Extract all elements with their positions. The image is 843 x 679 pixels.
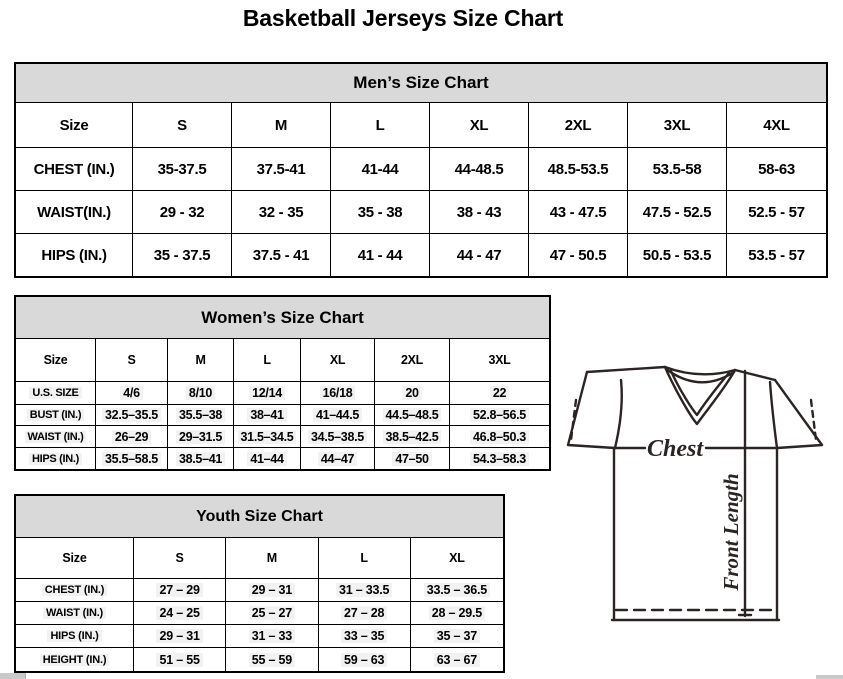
women-row-label	[16, 382, 96, 405]
youth-row-label	[16, 648, 134, 671]
youth-table-grid	[16, 538, 503, 671]
cell-text: Size	[62, 551, 87, 565]
cell-text: 35-37.5	[157, 160, 207, 178]
men-value-cell	[727, 234, 826, 276]
women-value-cell	[450, 426, 549, 448]
men-value-cell	[430, 148, 529, 191]
cell-text: HIPS (IN.)	[47, 630, 101, 642]
cell-text: S	[175, 551, 184, 565]
youth-value-cell	[411, 579, 503, 602]
women-value-cell	[234, 448, 301, 469]
youth-value-cell	[226, 648, 318, 671]
women-value-cell	[375, 405, 450, 426]
cell-text: 29–31.5	[176, 430, 225, 444]
womens-size-chart-table	[14, 295, 551, 471]
jersey-sleeve-right-seam	[770, 382, 777, 448]
cell-text: 4XL	[763, 116, 790, 134]
cell-text: L	[360, 551, 368, 565]
youth-table-title: Youth Size Chart	[16, 496, 503, 538]
cell-text: BUST (IN.)	[27, 409, 84, 421]
men-column-header	[16, 103, 133, 148]
cell-text: XL	[449, 551, 465, 565]
cell-text: L	[375, 116, 385, 134]
men-value-cell	[529, 234, 628, 276]
women-row-label	[16, 448, 96, 469]
cell-text: 44–47	[318, 452, 357, 466]
youth-value-cell	[319, 602, 411, 625]
cell-text: 54.3–58.3	[470, 452, 529, 466]
women-value-cell	[168, 382, 234, 405]
cell-text: 47.5 - 52.5	[642, 203, 712, 221]
cell-text: 31 – 33.5	[336, 583, 392, 597]
cell-text: 25 – 27	[249, 606, 295, 620]
youth-column-header	[319, 538, 411, 579]
cell-text: S	[127, 353, 136, 367]
cell-text: 35.5–58.5	[102, 452, 161, 466]
men-row-label	[16, 191, 133, 234]
cell-text: 44 - 47	[456, 246, 502, 264]
jersey-sleeve-left-seam	[615, 380, 622, 448]
cell-text: 37.5-41	[256, 160, 306, 178]
youth-size-chart-table	[14, 494, 505, 673]
youth-value-cell	[319, 579, 411, 602]
jersey-shoulder-right	[735, 370, 775, 380]
women-value-cell	[375, 448, 450, 469]
cell-text: 4/6	[120, 386, 142, 400]
men-value-cell	[628, 148, 727, 191]
cell-text: 38 - 43	[456, 203, 502, 221]
cell-text: 43 - 47.5	[549, 203, 607, 221]
men-value-cell	[232, 234, 331, 276]
jersey-collar-arc-1	[665, 367, 735, 374]
cell-text: S	[177, 116, 187, 134]
men-value-cell	[331, 191, 430, 234]
cell-text: 2XL	[400, 353, 424, 367]
cell-text: 52.5 - 57	[748, 203, 805, 221]
cell-text: 29 – 31	[156, 629, 202, 643]
cell-text: M	[266, 551, 277, 565]
cell-text: 38.5–41	[176, 452, 225, 466]
cell-text: Size	[59, 116, 89, 134]
youth-column-header	[134, 538, 226, 579]
cell-text: Size	[43, 353, 68, 367]
cell-text: 27 – 29	[156, 583, 202, 597]
men-value-cell	[331, 234, 430, 276]
jersey-outline-illustration	[556, 360, 843, 672]
men-value-cell	[628, 191, 727, 234]
women-value-cell	[450, 448, 549, 469]
women-value-cell	[96, 426, 168, 448]
women-value-cell	[168, 448, 234, 469]
scrollbar-fragment-left[interactable]	[0, 673, 26, 679]
youth-column-header	[226, 538, 318, 579]
women-value-cell	[96, 448, 168, 469]
men-value-cell	[430, 191, 529, 234]
women-column-header	[234, 339, 301, 382]
cell-text: 3XL	[488, 353, 511, 367]
cell-text: L	[263, 353, 271, 367]
men-value-cell	[628, 234, 727, 276]
women-value-cell	[168, 426, 234, 448]
jersey-diagram	[556, 360, 843, 672]
youth-row-label	[16, 579, 134, 602]
men-value-cell	[232, 191, 331, 234]
front-length-label: Front Length	[719, 473, 743, 591]
cell-text: 48.5-53.5	[547, 160, 609, 178]
men-column-header	[727, 103, 826, 148]
cell-text: 38–41	[247, 408, 286, 422]
youth-value-cell	[134, 648, 226, 671]
cell-text: 44.5–48.5	[383, 408, 442, 422]
cell-text: 41-44	[361, 160, 399, 178]
cell-text: 29 – 31	[249, 583, 295, 597]
women-column-header	[450, 339, 549, 382]
cell-text: HEIGHT (IN.)	[40, 654, 110, 666]
youth-value-cell	[411, 602, 503, 625]
women-value-cell	[301, 382, 375, 405]
women-column-header	[16, 339, 96, 382]
men-value-cell	[727, 191, 826, 234]
women-value-cell	[96, 405, 168, 426]
cell-text: M	[274, 116, 288, 134]
cell-text: 20	[402, 386, 421, 400]
cell-text: 27 – 28	[341, 606, 387, 620]
cell-text: 8/10	[186, 386, 215, 400]
youth-value-cell	[411, 648, 503, 671]
women-value-cell	[234, 382, 301, 405]
mens-size-chart-table	[14, 62, 828, 278]
women-value-cell	[301, 426, 375, 448]
cell-text: 35 – 37	[434, 629, 480, 643]
cell-text: 22	[490, 386, 509, 400]
women-table-title: Women’s Size Chart	[16, 297, 549, 339]
men-value-cell	[133, 148, 232, 191]
cell-text: 41–44	[247, 452, 286, 466]
cell-text: 63 – 67	[434, 653, 480, 667]
cell-text: 47–50	[392, 452, 431, 466]
cell-text: 28 – 29.5	[429, 606, 485, 620]
youth-value-cell	[226, 579, 318, 602]
cell-text: 46.8–50.3	[470, 430, 529, 444]
jersey-shoulder-left	[587, 367, 665, 372]
cell-text: M	[195, 353, 206, 367]
youth-value-cell	[411, 625, 503, 648]
women-value-cell	[168, 405, 234, 426]
cell-text: 35 - 37.5	[153, 246, 211, 264]
cell-text: U.S. SIZE	[29, 387, 81, 399]
cell-text: WAIST(IN.)	[37, 203, 111, 221]
cell-text: 55 – 59	[249, 653, 295, 667]
men-value-cell	[331, 148, 430, 191]
cell-text: 34.5–38.5	[308, 430, 367, 444]
cell-text: 16/18	[320, 386, 356, 400]
cell-text: 51 – 55	[156, 653, 202, 667]
men-row-label	[16, 234, 133, 276]
scrollbar-fragment-right[interactable]	[816, 675, 843, 679]
youth-row-label	[16, 625, 134, 648]
men-row-label	[16, 148, 133, 191]
women-table-grid	[16, 339, 549, 469]
cell-text: 41–44.5	[313, 408, 362, 422]
women-column-header	[375, 339, 450, 382]
youth-value-cell	[134, 579, 226, 602]
cell-text: 31.5–34.5	[238, 430, 297, 444]
women-value-cell	[234, 426, 301, 448]
men-column-header	[331, 103, 430, 148]
cell-text: 32.5–35.5	[102, 408, 161, 422]
youth-value-cell	[226, 602, 318, 625]
cell-text: 53.5 - 57	[748, 246, 805, 264]
youth-value-cell	[134, 625, 226, 648]
youth-value-cell	[319, 648, 411, 671]
cell-text: 29 - 32	[159, 203, 205, 221]
women-value-cell	[450, 405, 549, 426]
women-value-cell	[301, 448, 375, 469]
women-row-label	[16, 405, 96, 426]
cell-text: CHEST (IN.)	[33, 160, 115, 178]
men-value-cell	[727, 148, 826, 191]
men-column-header	[133, 103, 232, 148]
cell-text: 32 - 35	[258, 203, 304, 221]
women-value-cell	[301, 405, 375, 426]
cell-text: WAIST (IN.)	[43, 607, 106, 619]
women-value-cell	[234, 405, 301, 426]
men-value-cell	[529, 191, 628, 234]
cell-text: 58-63	[758, 160, 795, 178]
cell-text: 35.5–38	[176, 408, 225, 422]
page-title: Basketball Jerseys Size Chart	[242, 5, 564, 31]
women-value-cell	[450, 382, 549, 405]
youth-row-label	[16, 602, 134, 625]
men-column-header	[430, 103, 529, 148]
cell-text: CHEST (IN.)	[42, 584, 108, 596]
cell-text: 35 - 38	[357, 203, 403, 221]
men-table-title: Men’s Size Chart	[16, 64, 826, 103]
women-value-cell	[96, 382, 168, 405]
youth-value-cell	[134, 602, 226, 625]
cell-text: HIPS (IN.)	[41, 246, 107, 264]
cell-text: 50.5 - 53.5	[642, 246, 712, 264]
men-value-cell	[430, 234, 529, 276]
cell-text: 33.5 – 36.5	[424, 583, 490, 597]
men-value-cell	[133, 234, 232, 276]
cell-text: 53.5-58	[652, 160, 702, 178]
cell-text: 31 – 33	[249, 629, 295, 643]
men-value-cell	[232, 148, 331, 191]
cell-text: XL	[469, 116, 489, 134]
chest-label: Chest	[646, 436, 704, 462]
cell-text: HIPS (IN.)	[29, 453, 82, 465]
men-table-grid	[16, 103, 826, 276]
cell-text: 24 – 25	[156, 606, 202, 620]
cell-text: 2XL	[564, 116, 592, 134]
women-row-label	[16, 426, 96, 448]
men-column-header	[529, 103, 628, 148]
cell-text: 3XL	[663, 116, 691, 134]
cell-text: 44-48.5	[454, 160, 504, 178]
women-column-header	[301, 339, 375, 382]
cell-text: 59 – 63	[341, 653, 387, 667]
cell-text: 26–29	[112, 430, 151, 444]
men-value-cell	[133, 191, 232, 234]
youth-value-cell	[226, 625, 318, 648]
women-value-cell	[375, 382, 450, 405]
women-column-header	[96, 339, 168, 382]
cell-text: XL	[329, 353, 346, 367]
men-column-header	[232, 103, 331, 148]
men-value-cell	[529, 148, 628, 191]
cell-text: 47 - 50.5	[549, 246, 607, 264]
men-column-header	[628, 103, 727, 148]
cell-text: 52.8–56.5	[470, 408, 529, 422]
youth-column-header	[411, 538, 503, 579]
women-column-header	[168, 339, 234, 382]
cell-text: 33 – 35	[341, 629, 387, 643]
cell-text: 37.5 - 41	[252, 246, 310, 264]
cell-text: 41 - 44	[357, 246, 403, 264]
youth-column-header	[16, 538, 134, 579]
women-value-cell	[375, 426, 450, 448]
cell-text: 38.5–42.5	[383, 430, 442, 444]
cell-text: WAIST (IN.)	[25, 431, 87, 443]
cell-text: 12/14	[249, 386, 285, 400]
youth-value-cell	[319, 625, 411, 648]
